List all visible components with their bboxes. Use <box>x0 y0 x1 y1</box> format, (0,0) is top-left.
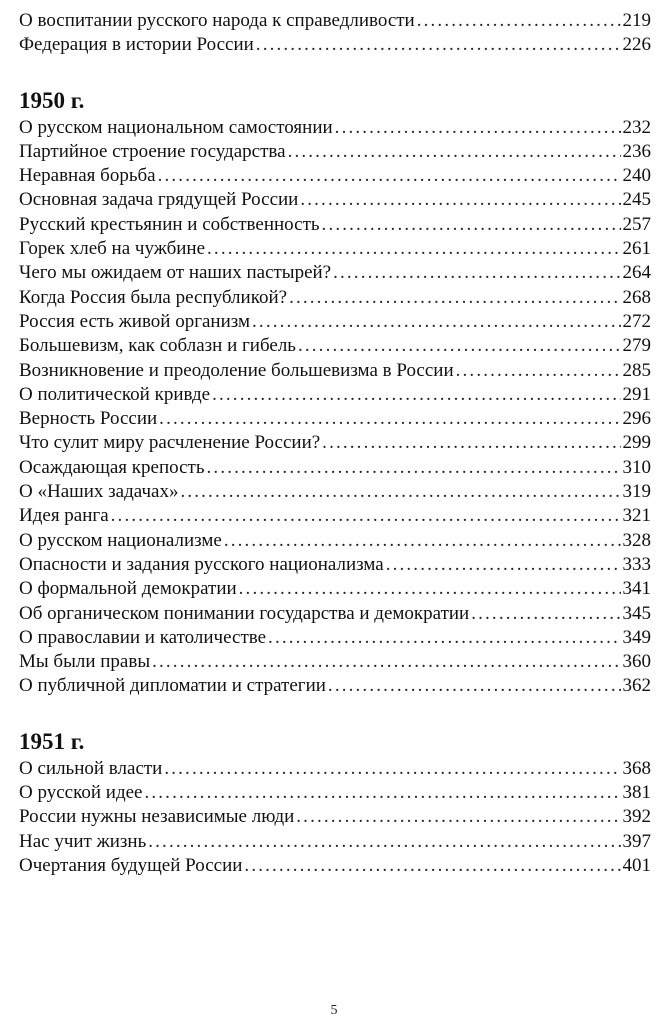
toc-entry-page: 268 <box>622 286 651 308</box>
toc-entry <box>19 529 651 553</box>
toc-entry-page: 236 <box>622 140 651 162</box>
toc-entry-title: Неравная борьба <box>19 165 156 187</box>
toc-entry <box>19 504 651 528</box>
toc-entry-page: 299 <box>622 432 651 454</box>
toc-entry <box>19 480 651 504</box>
dot-leader <box>244 854 620 878</box>
toc-entry-page: 397 <box>622 830 651 852</box>
dot-leader <box>152 650 620 674</box>
dot-leader <box>386 553 621 577</box>
dot-leader <box>296 805 620 829</box>
toc-entry <box>19 650 651 674</box>
section-heading-1950: 1950 г. <box>19 87 85 113</box>
toc-entry-title: Очертания будущей России <box>19 854 243 876</box>
toc-entry <box>19 602 651 626</box>
toc-entry-page: 226 <box>622 34 651 56</box>
dot-leader <box>333 261 620 285</box>
toc-entry-page: 240 <box>622 165 651 187</box>
toc-entry-title: Об органическом понимании государства и демократии <box>19 602 470 624</box>
toc-entry <box>19 626 651 650</box>
toc-entry-title: Основная задача грядущей России <box>19 189 299 211</box>
dot-leader <box>212 383 620 407</box>
toc-entry-title: О русском национализме <box>19 529 222 551</box>
toc-entry-title: Россия есть живой организм <box>19 310 251 332</box>
toc-entry-title: Федерация в истории России <box>19 34 254 56</box>
toc-entry <box>19 830 651 854</box>
toc-entry <box>19 116 651 140</box>
toc-entry <box>19 781 651 805</box>
toc-entry <box>19 188 651 212</box>
toc-entry-title: О политической кривде <box>19 383 211 405</box>
toc-entry-page: 310 <box>622 456 651 478</box>
toc-entry-title: О «Наших задачах» <box>19 481 179 503</box>
dot-leader <box>300 188 620 212</box>
toc-entry-page: 291 <box>622 383 651 405</box>
toc-entry <box>19 674 651 698</box>
toc-entry-page: 328 <box>622 529 651 551</box>
toc-entry-page: 321 <box>622 505 651 527</box>
toc-entry-title: Опасности и задания русского национализма <box>19 553 384 575</box>
toc-entry-page: 261 <box>622 238 651 260</box>
toc-entry <box>19 237 651 261</box>
dot-leader <box>471 602 620 626</box>
toc-entry <box>19 553 651 577</box>
toc-entry <box>19 9 651 33</box>
toc-entry <box>19 359 651 383</box>
toc-entry-page: 232 <box>622 116 651 138</box>
toc-entry-title: Партийное строение государства <box>19 140 286 162</box>
dot-leader <box>288 140 621 164</box>
toc-section-1950 <box>19 116 651 699</box>
dot-leader <box>322 213 621 237</box>
page-number: 5 <box>330 1003 338 1018</box>
toc-entry-page: 360 <box>622 651 651 673</box>
toc-entry <box>19 407 651 431</box>
toc-entry-page: 272 <box>622 310 651 332</box>
toc-entry-page: 319 <box>622 481 651 503</box>
dot-leader <box>144 781 620 805</box>
dot-leader <box>224 529 621 553</box>
toc-entry-title: Возникновение и преодоление большевизма в России <box>19 359 454 381</box>
dot-leader <box>159 407 620 431</box>
toc-entry-title: Мы были правы <box>19 651 151 673</box>
dot-leader <box>158 164 621 188</box>
dot-leader <box>252 310 620 334</box>
toc-entry-title: О сильной власти <box>19 757 163 779</box>
dot-leader <box>268 626 620 650</box>
toc-entry <box>19 383 651 407</box>
toc-entry-title: России нужны независимые люди <box>19 806 295 828</box>
toc-entry-page: 285 <box>622 359 651 381</box>
toc-entry-title: Нас учит жизнь <box>19 830 147 852</box>
toc-entry <box>19 805 651 829</box>
toc-entry-page: 362 <box>622 675 651 697</box>
dot-leader <box>207 456 621 480</box>
toc-entry-title: Идея ранга <box>19 505 109 527</box>
toc-entry-page: 245 <box>622 189 651 211</box>
dot-leader <box>417 9 621 33</box>
toc-entry-title: Русский крестьянин и собственность <box>19 213 320 235</box>
toc-entry-page: 392 <box>622 806 651 828</box>
toc-entry-title: Осаждающая крепость <box>19 456 205 478</box>
toc-entry <box>19 140 651 164</box>
dot-leader <box>256 33 621 57</box>
toc-section-1951 <box>19 757 651 878</box>
toc-entry-page: 381 <box>622 782 651 804</box>
dot-leader <box>148 830 620 854</box>
toc-entry <box>19 456 651 480</box>
toc-entry-title: О русском национальном самостоянии <box>19 116 333 138</box>
toc-entry-title: О формальной демократии <box>19 578 237 600</box>
toc-entry-title: Большевизм, как соблазн и гибель <box>19 335 296 357</box>
dot-leader <box>289 286 620 310</box>
toc-entry-title: Что сулит миру расчленение России? <box>19 432 321 454</box>
dot-leader <box>328 674 621 698</box>
toc-entry <box>19 577 651 601</box>
toc-entry <box>19 213 651 237</box>
dot-leader <box>322 431 620 455</box>
dot-leader <box>207 237 620 261</box>
toc-entry-page: 296 <box>622 408 651 430</box>
toc-entry-page: 279 <box>622 335 651 357</box>
toc-entry-title: О русской идее <box>19 782 143 804</box>
toc-entry <box>19 261 651 285</box>
toc-entry-page: 257 <box>622 213 651 235</box>
dot-leader <box>239 577 621 601</box>
toc-entry-page: 333 <box>622 553 651 575</box>
toc-entry <box>19 164 651 188</box>
toc-entry-page: 349 <box>622 626 651 648</box>
toc-entry-title: Верность России <box>19 408 158 430</box>
toc-entry-page: 401 <box>622 854 651 876</box>
toc-entry <box>19 310 651 334</box>
section-heading-1951: 1951 г. <box>19 728 85 754</box>
dot-leader <box>335 116 621 140</box>
dot-leader <box>298 334 621 358</box>
dot-leader <box>180 480 620 504</box>
dot-leader <box>456 359 621 383</box>
toc-entry-page: 341 <box>622 578 651 600</box>
toc-entry <box>19 431 651 455</box>
toc-entry-title: О публичной дипломатии и стратегии <box>19 675 326 697</box>
toc-entry-title: О воспитании русского народа к справедливости <box>19 10 415 31</box>
toc-entry <box>19 33 651 57</box>
toc-entry-page: 264 <box>622 262 651 284</box>
toc-intro-group <box>19 9 651 58</box>
toc-entry-title: О православии и католичестве <box>19 626 267 648</box>
toc-entry-page: 219 <box>622 10 651 31</box>
toc-entry <box>19 334 651 358</box>
toc-entry-title: Чего мы ожидаем от наших пастырей? <box>19 262 332 284</box>
toc-entry-title: Когда Россия была республикой? <box>19 286 288 308</box>
toc-entry-page: 345 <box>622 602 651 624</box>
dot-leader <box>164 757 620 781</box>
toc-entry-title: Горек хлеб на чужбине <box>19 238 206 260</box>
toc-entry <box>19 757 651 781</box>
dot-leader <box>111 504 621 528</box>
toc-entry <box>19 854 651 878</box>
toc-entry <box>19 286 651 310</box>
toc-entry-page: 368 <box>622 757 651 779</box>
toc-page <box>19 9 651 878</box>
